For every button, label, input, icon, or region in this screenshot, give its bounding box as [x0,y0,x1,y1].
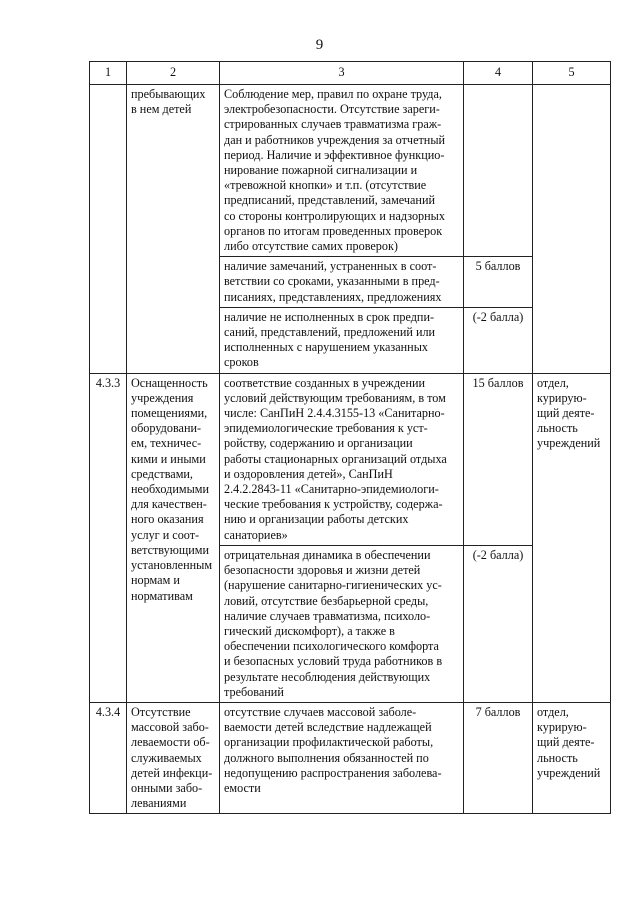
indicator-cell: наличие замечаний, устраненных в соот- ветствии со сроками, указанными в пред- писаниях, представлениях, предложениях [220,257,464,308]
responsible-cell: отдел, курирую- щий деяте- льность учреждений [533,373,611,702]
row-number-cell: 4.3.4 [90,702,127,813]
score-cell: (-2 балла) [464,307,533,373]
table-row [90,373,611,545]
indicator-cell: Соблюдение мер, правил по охране труда, электробезопасности. Отсутствие зареги- стрированных случаев травматизма граж- дан и работников учреждения за отчетный период. Наличие и эффективное функцио- нирование пожарной сигнализации и «тревожной кнопки» и т.п. (отсутствие предписаний, представлений, замечаний со стороны контролирующих и надзорных органов по итогам проведенных проверок либо отсутствие самих проверок) [220,85,464,257]
table-header-row [90,62,611,85]
criterion-name-cell: Оснащенность учреждения помещениями, оборудовани- ем, техничес- кими и иными средствами, необходимыми для качествен- ного оказания услуг и соот- ветствующими установленным нормам и нормативам [127,373,220,702]
header-col-2: 2 [127,62,220,85]
header-col-1: 1 [90,62,127,85]
responsible-cell [533,85,611,374]
criteria-table [89,61,611,814]
score-cell [464,85,533,257]
score-cell: 5 баллов [464,257,533,308]
header-col-5: 5 [533,62,611,85]
criterion-name-cell: пребывающих в нем детей [127,85,220,374]
score-cell: 15 баллов [464,373,533,545]
header-col-3: 3 [220,62,464,85]
header-col-4: 4 [464,62,533,85]
row-number-cell: 4.3.3 [90,373,127,702]
indicator-cell: отрицательная динамика в обеспечении безопасности здоровья и жизни детей (нарушение санитарно-гигиенических ус- ловий, отсутствие безбарьерной среды, наличие случаев травматизма, психоло- гический дискомфорт), а также в обеспечении психологического комфорта и безопасных условий труда работников в результате несоблюдения действующих требований [220,545,464,702]
responsible-cell: отдел, курирую- щий деяте- льность учреждений [533,702,611,813]
indicator-cell: соответствие созданных в учреждении условий действующим требованиям, в том числе: СанПиН 2.4.4.3155-13 «Санитарно- эпидемиологические требования к уст- ройству, содержанию и организации работы стационарных организаций отдыха и оздоровления детей», СанПиН 2.4.2.2843-11 «Санитарно-эпидемиологи- ческие требования к устройству, содержа- нию и организации работы детских санаториев» [220,373,464,545]
table-row [90,85,611,257]
page-number: 9 [315,37,324,53]
score-cell: 7 баллов [464,702,533,813]
criterion-name-cell: Отсутствие массовой забо- леваемости об- служиваемых детей инфекци- онными забо- леваниями [127,702,220,813]
row-number-cell [90,85,127,374]
score-cell: (-2 балла) [464,545,533,702]
indicator-cell: отсутствие случаев массовой заболе- ваемости детей вследствие надлежащей организации профилактической работы, должного выполнения обязанностей по недопущению распространения заболева- емости [220,702,464,813]
indicator-cell: наличие не исполненных в срок предпи- саний, представлений, предложений или исполненных с нарушением указанных сроков [220,307,464,373]
table-row [90,702,611,813]
